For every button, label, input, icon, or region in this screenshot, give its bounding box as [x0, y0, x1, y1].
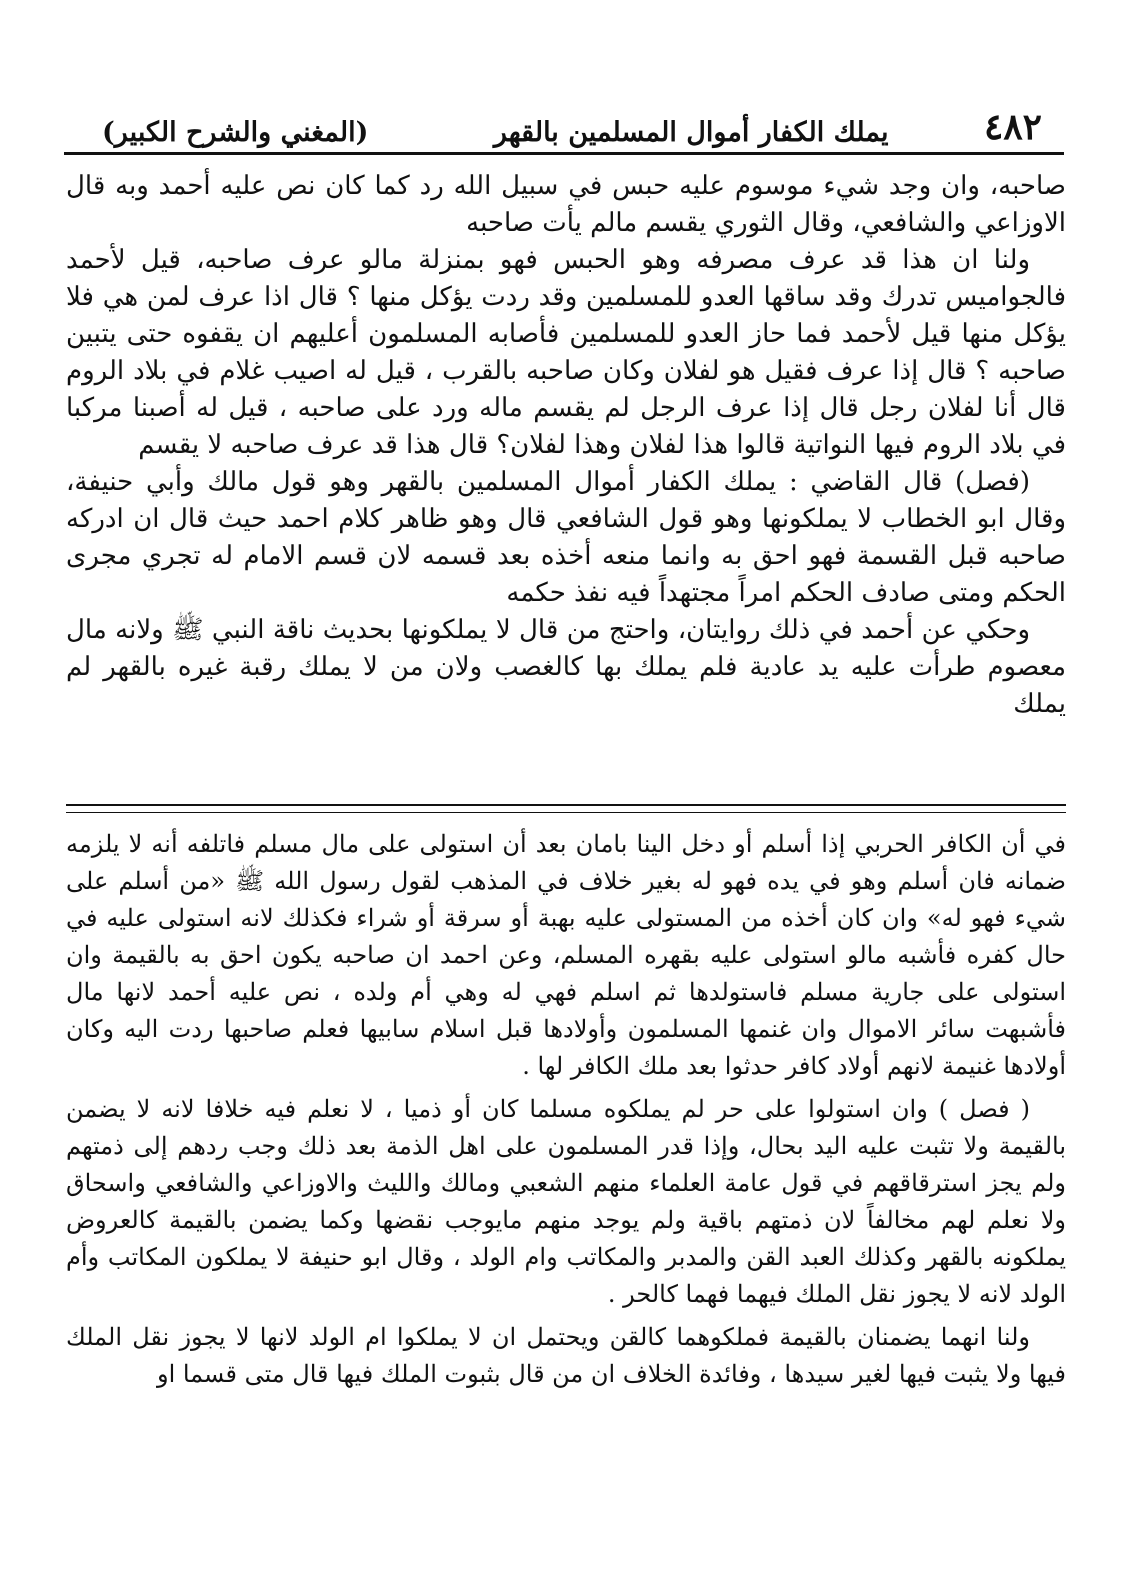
page-number: ٤٨٢ — [983, 106, 1042, 148]
commentary-paragraph: في أن الكافر الحربي إذا أسلم أو دخل الينا بامان بعد أن استولى على مال مسلم فاتلفه أنه لا يلزمه ضمانه فان أسلم وهو في يده فهو له بغير خلاف في المذهب لقول رسول الله ﷺ «من أسلم على شيء فهو له» وان كان أخذه من المستولى عليه بهبة أو سرقة أو شراء فكذلك لانه استولى عليه في حال كفره فأشبه مالو استولى عليه بقهره المسلم، وعن احمد ان صاحبه يكون احق به بالقيمة وان استولى على جارية مسلم فاستولدها ثم اسلم فهي له وهي أم ولده ، نص عليه أحمد لانها مال فأشبهت سائر الاموال وان غنمها المسلمون وأولادها قبل اسلام سابيها فعلم صاحبها ردت اليه وكان أولادها غنيمة لانهم أولاد كافر حدثوا بعد ملك الكافر لها . — [66, 830, 1067, 1080]
commentary-text — [66, 826, 1066, 1393]
commentary-paragraph: ولنا انهما يضمنان بالقيمة فملكوهما كالقن ويحتمل ان لا يملكوا ام الولد لانها لا يجوز نقل الملك فيها ولا يثبت فيها لغير سيدها ، وفائدة الخلاف ان من قال بثبوت الملك فيها قال متى قسما او — [66, 1323, 1066, 1388]
main-text — [66, 168, 1066, 723]
main-paragraph: وحكي عن أحمد في ذلك روايتان، واحتج من قال لا يملكونها بحديث ناقة النبي ﷺ ولانه مال معصوم طرأت عليه يد عادية فلم يملك بها كالغصب ولان من لا يملك رقبة غيره بالقهر لم يملك — [66, 615, 1066, 719]
header-rule — [64, 152, 1064, 155]
running-title: يملك الكفار أموال المسلمين بالقهر — [493, 117, 889, 148]
commentary-paragraph: ( فصل ) وان استولوا على حر لم يملكوه مسلما كان أو ذميا ، لا نعلم فيه خلافا لانه لا يضمن بالقيمة ولا تثبت عليه اليد بحال، وإذا قدر المسلمون على اهل الذمة بعد ذلك وجب ردهم إلى ذمتهم ولم يجز استرقاقهم في قول عامة العلماء منهم الشعبي ومالك والليث والاوزاعي والشافعي واسحاق ولا نعلم لهم مخالفاً لان ذمتهم باقية ولم يوجد منهم مايوجب نقضها وكما يضمن بالقيمة كالعروض يملكونه بالقهر وكذلك العبد القن والمدبر والمكاتب وام الولد ، وقال ابو حنيفة لا يملكون المكاتب وأم الولد لانه لا يجوز نقل الملك فيهما فهما كالحر . — [66, 1095, 1066, 1308]
main-paragraph: صاحبه، وان وجد شيء موسوم عليه حبس في سبيل الله رد كما كان نص عليه أحمد وبه قال الاوزاعي والشافعي، وقال الثوري يقسم مالم يأت صاحبه — [66, 171, 1066, 238]
page-header — [62, 88, 1062, 148]
book-title: (المغني والشرح الكبير) — [102, 117, 369, 148]
main-paragraph: (فصل) قال القاضي : يملك الكفار أموال المسلمين بالقهر وهو قول مالك وأبي حنيفة، وقال ابو الخطاب لا يملكونها وهو قول الشافعي قال وهو ظاهر كلام احمد حيث قال ان ادركه صاحبه قبل القسمة فهو احق به وانما منعه أخذه بعد قسمه لان قسم الامام له تجري مجرى الحكم ومتى صادف الحكم امراً مجتهداً فيه نفذ حكمه — [66, 467, 1066, 608]
section-divider — [66, 804, 1066, 813]
main-paragraph: ولنا ان هذا قد عرف مصرفه وهو الحبس فهو بمنزلة مالو عرف صاحبه، قيل لأحمد فالجواميس تدرك وقد ساقها العدو للمسلمين وقد ردت يؤكل منها ؟ قال اذا عرف لمن هي فلا يؤكل منها قيل لأحمد فما حاز العدو للمسلمين فأصابه المسلمون أعليهم ان يقفوه حتى يتبين صاحبه ؟ قال إذا عرف فقيل هو لفلان وكان صاحبه بالقرب ، قيل له اصيب غلام في بلاد الروم قال أنا لفلان رجل قال إذا عرف الرجل لم يقسم ماله ورد على صاحبه ، قيل له أصبنا مركبا في بلاد الروم فيها النواتية قالوا هذا لفلان وهذا لفلان؟ قال هذا قد عرف صاحبه لا يقسم — [66, 245, 1066, 460]
